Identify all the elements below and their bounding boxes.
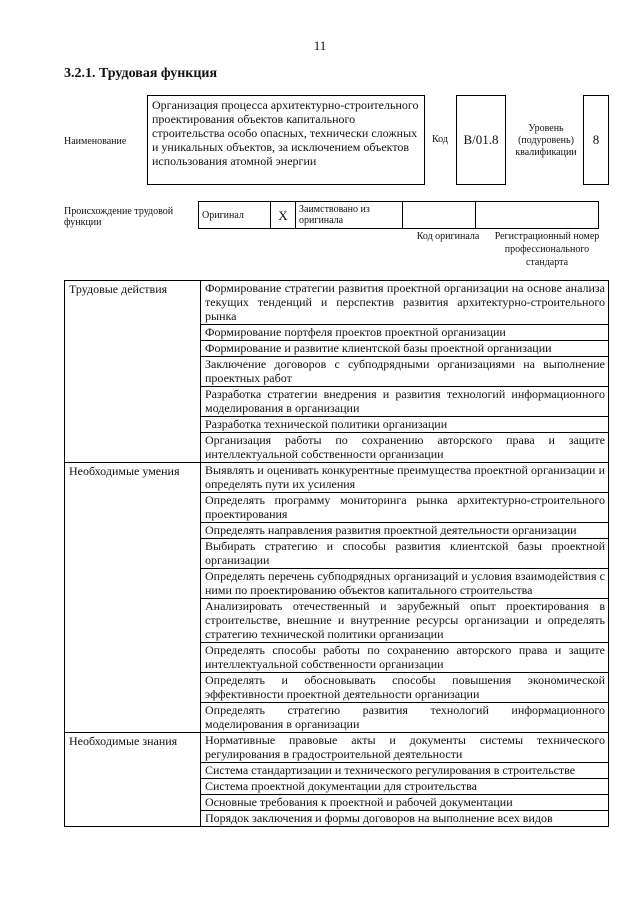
list-item: Заключение договоров с субподрядными организациями на выполнение проектных работ — [201, 357, 609, 387]
list-item: Основные требования к проектной и рабочей документации — [201, 795, 609, 811]
list-item: Организация работы по сохранению авторского права и защите интеллектуальной собственности организации — [201, 433, 609, 463]
original-mark: X — [271, 202, 296, 229]
list-item: Анализировать отечественный и зарубежный опыт проектирования в строительстве, внешние и внутренние ресурсы организации и определять стратегию технической политики организации — [201, 599, 609, 643]
code-value: B/01.8 — [456, 95, 506, 185]
list-item: Формирование стратегии развития проектной организации на основе анализа текущих тенденций и перспектив развития архитектурно-строительного рынка — [201, 281, 609, 325]
table-row — [65, 281, 609, 325]
section-category: Трудовые действия — [65, 281, 201, 463]
reg-number-cell — [476, 202, 599, 229]
table-row — [65, 463, 609, 493]
list-item: Система стандартизации и технического регулирования в строительстве — [201, 763, 609, 779]
list-item: Формирование портфеля проектов проектной организации — [201, 325, 609, 341]
list-item: Разработка стратегии внедрения и развития технологий информационного моделирования в организации — [201, 387, 609, 417]
name-label: Наименование — [64, 136, 127, 147]
function-name: Организация процесса архитектурно-строительного проектирования объектов капитального строительства особо опасных, технически сложных и уникальных объектов, за исключением объектов использования атомной энергии — [147, 95, 425, 185]
code-original-cell — [403, 202, 476, 229]
code-label: Код — [432, 134, 448, 145]
origin-table — [198, 201, 599, 229]
function-table — [64, 280, 609, 827]
list-item: Разработка технической политики организации — [201, 417, 609, 433]
code-original-label: Код оригинала — [416, 231, 480, 242]
reg-number-label: Регистрационный номер профессионального стандарта — [494, 231, 600, 268]
level-label: Уровень (подуровень) квалификации — [515, 123, 577, 158]
section-category: Необходимые умения — [65, 463, 201, 733]
origin-label: Происхождение трудовой функции — [64, 206, 174, 228]
list-item: Формирование и развитие клиентской базы проектной организации — [201, 341, 609, 357]
list-item: Определять перечень субподрядных организаций и условия взаимодействия с ними по проектированию объектов капитального строительства — [201, 569, 609, 599]
list-item: Определять способы работы по сохранению авторского права и защите интеллектуальной собственности организации — [201, 643, 609, 673]
section-title: 3.2.1. Трудовая функция — [64, 66, 218, 81]
list-item: Определять направления развития проектной деятельности организации — [201, 523, 609, 539]
page-number: 11 — [313, 38, 327, 53]
original-label: Оригинал — [199, 202, 271, 229]
table-row — [65, 733, 609, 763]
list-item: Система проектной документации для строительства — [201, 779, 609, 795]
list-item: Определять программу мониторинга рынка архитектурно-строительного проектирования — [201, 493, 609, 523]
list-item: Выявлять и оценивать конкурентные преимущества проектной организации и определять пути их усиления — [201, 463, 609, 493]
list-item: Порядок заключения и формы договоров на выполнение всех видов — [201, 811, 609, 827]
borrowed-label: Заимствовано из оригинала — [296, 202, 403, 229]
list-item: Нормативные правовые акты и документы системы технического регулирования в градостроительной деятельности — [201, 733, 609, 763]
list-item: Выбирать стратегию и способы развития клиентской базы проектной организации — [201, 539, 609, 569]
list-item: Определять и обосновывать способы повышения экономической эффективности проектной деятельности организации — [201, 673, 609, 703]
level-value: 8 — [583, 95, 609, 185]
list-item: Определять стратегию развития технологий информационного моделирования в организации — [201, 703, 609, 733]
section-category: Необходимые знания — [65, 733, 201, 827]
